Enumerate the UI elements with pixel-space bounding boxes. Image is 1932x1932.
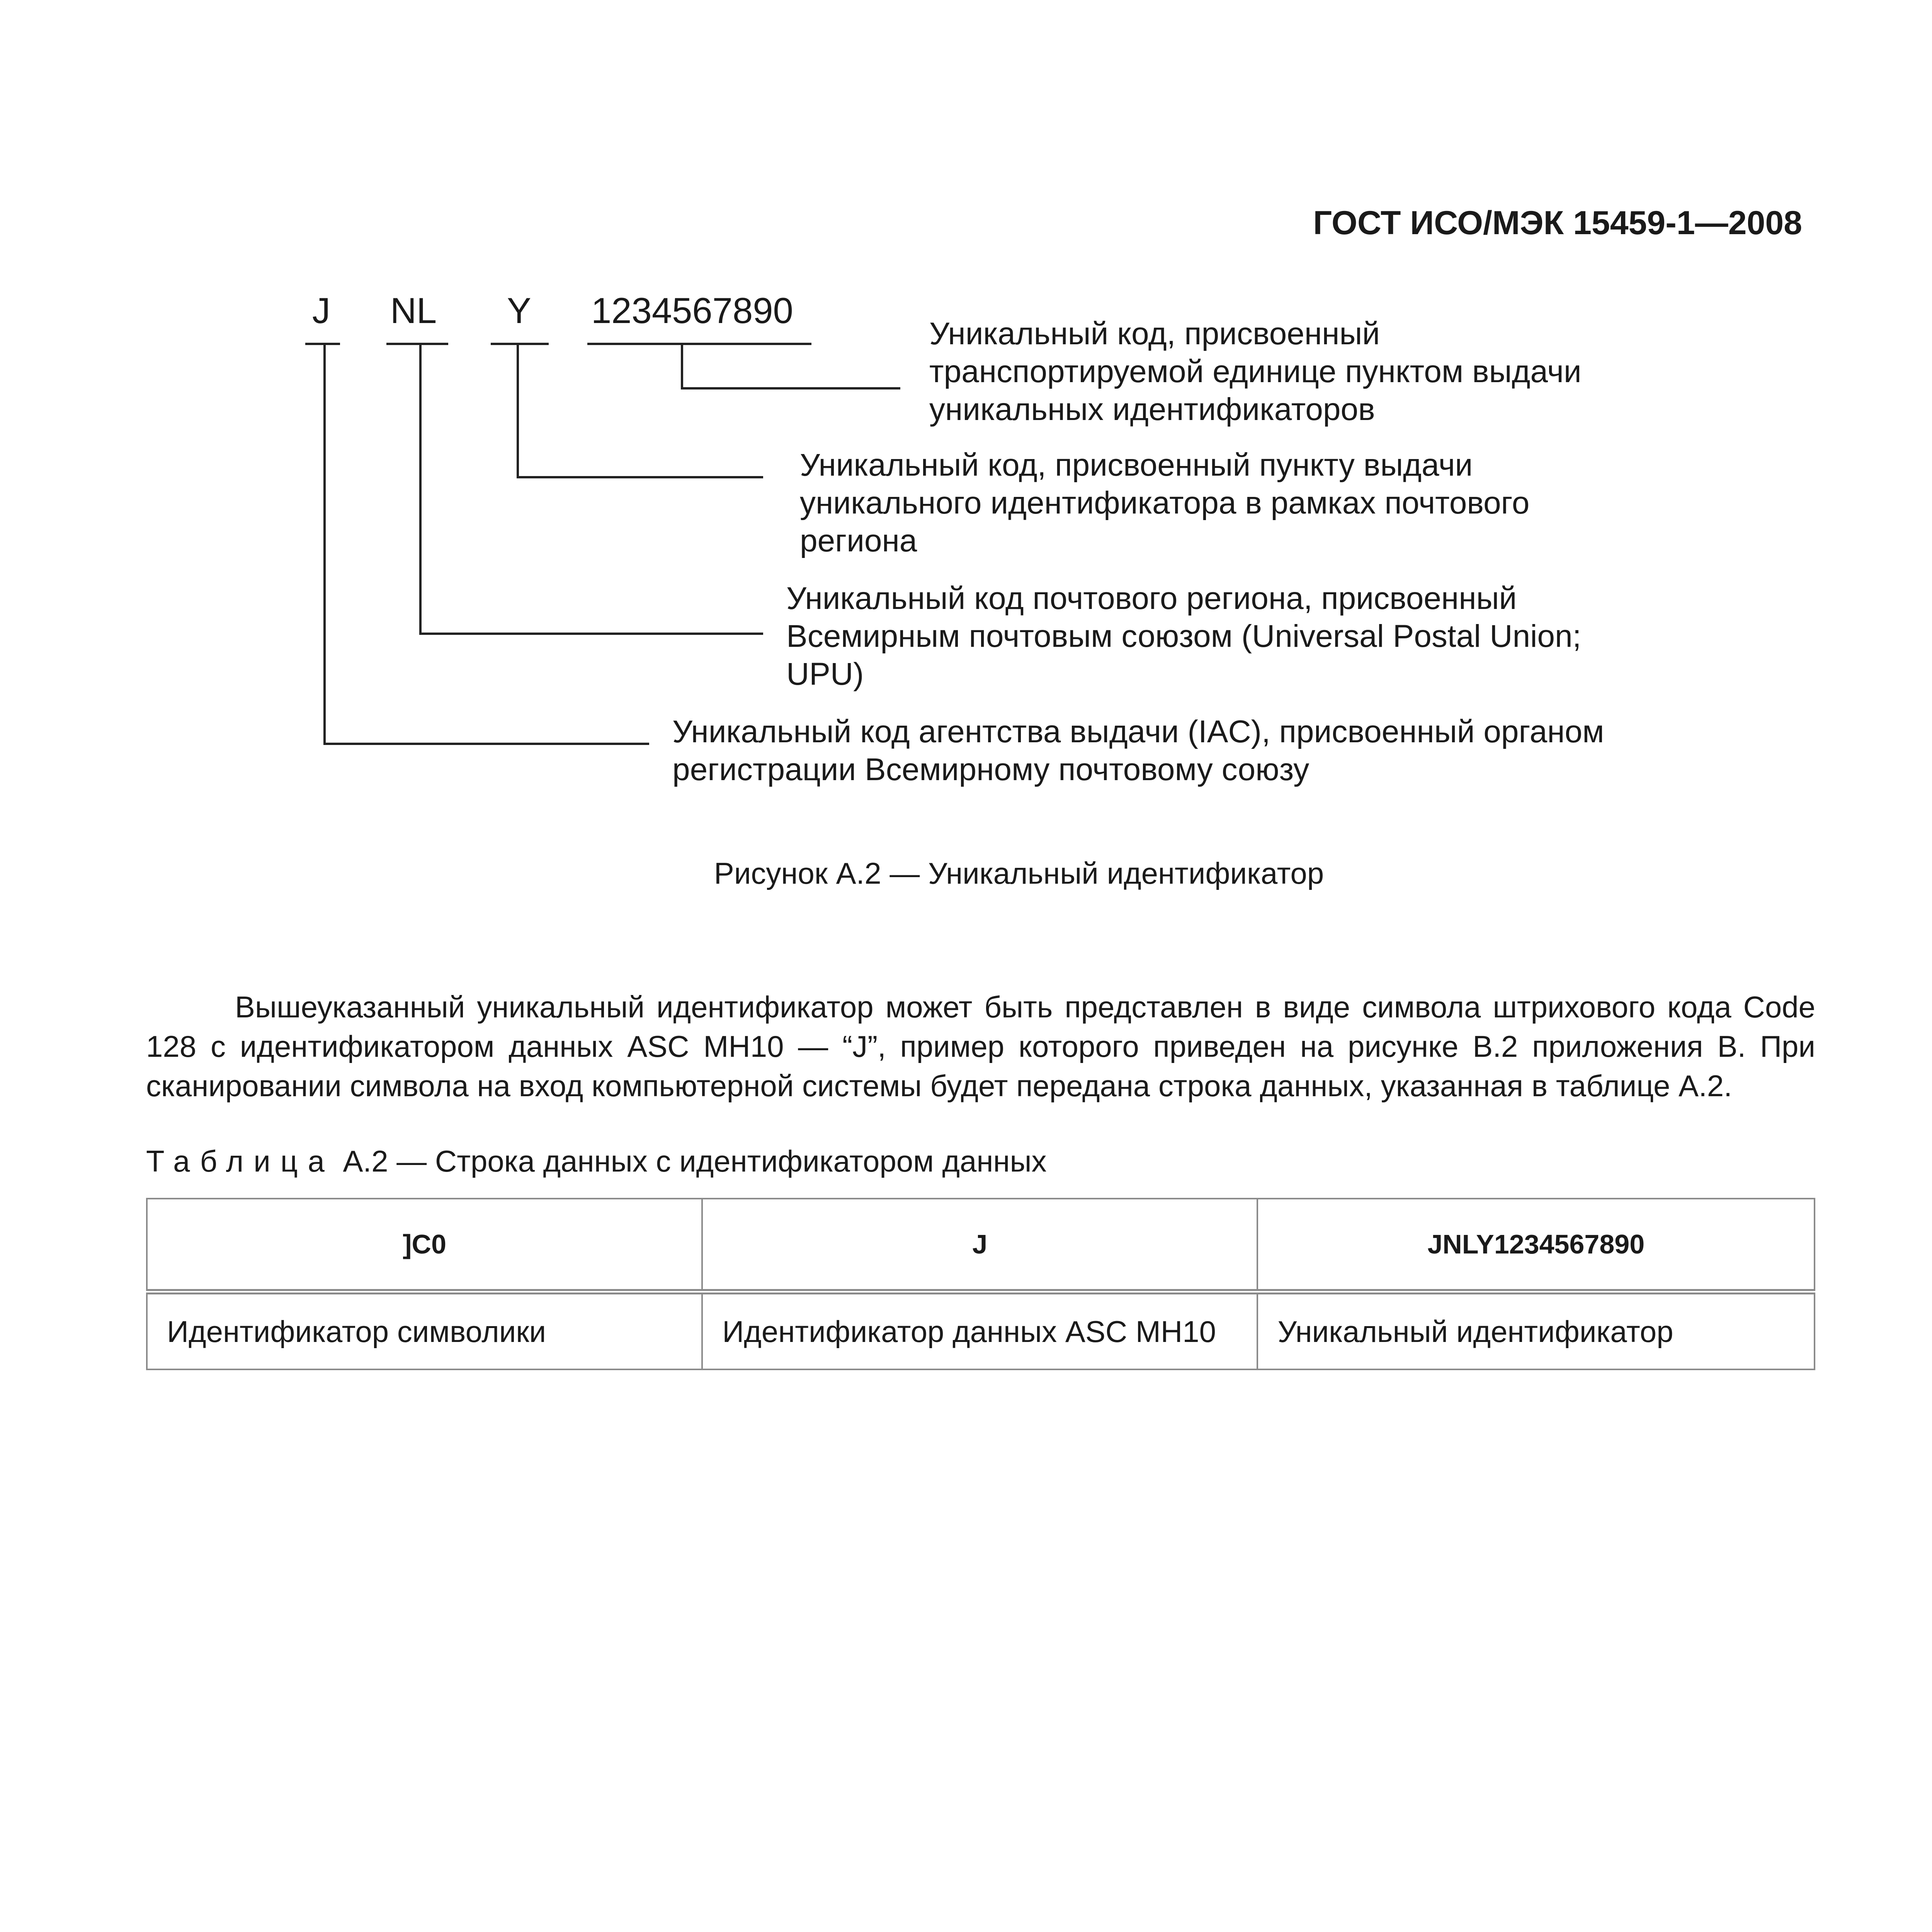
- document-header: ГОСТ ИСО/МЭК 15459-1—2008: [1313, 204, 1802, 242]
- table-header-cell: J: [702, 1199, 1257, 1292]
- code-part-iac: J: [312, 290, 330, 331]
- figure-unique-identifier: [0, 0, 1932, 850]
- table-cell: Идентификатор символики: [147, 1292, 702, 1369]
- table-title: [146, 1144, 1047, 1179]
- table-cell: Идентификатор данных ASC MH10: [702, 1292, 1257, 1369]
- leader-j: [325, 344, 649, 744]
- leader-y: [518, 344, 763, 477]
- label-issuer: Уникальный код, присвоенный пункту выдачи уникального идентификатора в рамках почтового региона: [800, 447, 1530, 558]
- code-part-region: NL: [390, 290, 437, 331]
- table-title-text: А.2 — Строка данных с идентификатором данных: [334, 1144, 1047, 1178]
- code-part-serial: 1234567890: [591, 290, 793, 331]
- table-header-cell: ]C0: [147, 1199, 702, 1292]
- table-header-row: [147, 1199, 1815, 1292]
- label-iac: Уникальный код агентства выдачи (IAC), присвоенный органом регистрации Всемирному почтовому союзу: [672, 714, 1604, 787]
- data-string-table: [146, 1198, 1815, 1370]
- intro-paragraph: [146, 987, 1815, 1105]
- code-part-issuer: Y: [507, 290, 531, 331]
- table-cell: Уникальный идентификатор: [1257, 1292, 1815, 1369]
- table-title-prefix: Таблица: [146, 1144, 335, 1178]
- label-region: Уникальный код почтового региона, присвоенный Всемирным почтовым союзом (Universal Postal Union; UPU): [786, 581, 1582, 692]
- label-serial: Уникальный код, присвоенный транспортируемой единице пунктом выдачи уникальных идентификаторов: [929, 316, 1582, 427]
- table-header-cell: JNLY1234567890: [1257, 1199, 1815, 1292]
- leader-number: [682, 344, 900, 388]
- intro-text: Вышеуказанный уникальный идентификатор может быть представлен в виде символа штрихового кода Code 128 с идентификатором данных ASC MH10 — “J”, пример которого приведен на рисунке В.2 приложения В. При сканировании символа на вход компьютерной системы будет передана строка данных, указанная в таблице А.2.: [146, 990, 1815, 1103]
- figure-caption: Рисунок А.2 — Уникальный идентификатор: [714, 856, 1324, 890]
- table-row: [147, 1292, 1815, 1369]
